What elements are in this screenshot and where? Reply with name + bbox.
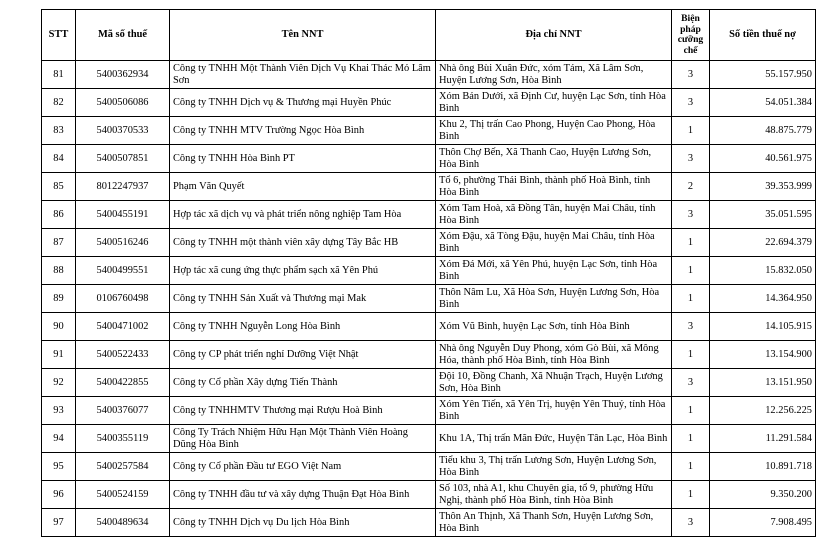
table-row <box>42 285 816 313</box>
table-row <box>42 229 816 257</box>
cell-stt: 93 <box>42 397 76 425</box>
cell-stt: 81 <box>42 61 76 89</box>
cell-name: Phạm Văn Quyết <box>170 173 436 201</box>
cell-tax-code: 8012247937 <box>76 173 170 201</box>
cell-measure: 1 <box>672 117 710 145</box>
cell-name: Công ty TNHH Dịch vụ & Thương mại Huyền Phúc <box>170 89 436 117</box>
tax-debt-table <box>41 9 816 537</box>
cell-amount: 22.694.379 <box>710 229 816 257</box>
cell-measure: 3 <box>672 313 710 341</box>
cell-stt: 97 <box>42 509 76 537</box>
cell-name: Công ty Cổ phần Đầu tư EGO Việt Nam <box>170 453 436 481</box>
cell-stt: 87 <box>42 229 76 257</box>
cell-amount: 9.350.200 <box>710 481 816 509</box>
cell-tax-code: 5400370533 <box>76 117 170 145</box>
cell-amount: 15.832.050 <box>710 257 816 285</box>
table-row <box>42 173 816 201</box>
cell-tax-code: 5400499551 <box>76 257 170 285</box>
cell-stt: 89 <box>42 285 76 313</box>
cell-name: Công ty Cổ phần Xây dựng Tiến Thành <box>170 369 436 397</box>
table-row <box>42 341 816 369</box>
cell-stt: 83 <box>42 117 76 145</box>
cell-stt: 86 <box>42 201 76 229</box>
cell-address: Xóm Tam Hoà, xã Đồng Tân, huyện Mai Châu, tỉnh Hòa Bình <box>436 201 672 229</box>
cell-stt: 82 <box>42 89 76 117</box>
cell-measure: 2 <box>672 173 710 201</box>
table-body <box>42 61 816 537</box>
cell-stt: 94 <box>42 425 76 453</box>
cell-measure: 3 <box>672 61 710 89</box>
cell-measure: 1 <box>672 285 710 313</box>
cell-address: Thôn An Thịnh, Xã Thanh Sơn, Huyện Lương Sơn, Hòa Bình <box>436 509 672 537</box>
table-row <box>42 61 816 89</box>
cell-measure: 1 <box>672 481 710 509</box>
cell-amount: 40.561.975 <box>710 145 816 173</box>
cell-tax-code: 5400506086 <box>76 89 170 117</box>
header-measure: Biện pháp cưỡng chế <box>672 10 710 61</box>
cell-tax-code: 5400471002 <box>76 313 170 341</box>
header-tax-code: Mã số thuế <box>76 10 170 61</box>
cell-stt: 91 <box>42 341 76 369</box>
cell-name: Công Ty Trách Nhiệm Hữu Hạn Một Thành Viên Hoàng Dũng Hòa Bình <box>170 425 436 453</box>
cell-amount: 54.051.384 <box>710 89 816 117</box>
cell-address: Đội 10, Đồng Chanh, Xã Nhuận Trạch, Huyện Lương Sơn, Hòa Bình <box>436 369 672 397</box>
cell-amount: 13.151.950 <box>710 369 816 397</box>
cell-name: Công ty TNHH Sản Xuất và Thương mại Mak <box>170 285 436 313</box>
cell-name: Công ty TNHH đầu tư và xây dựng Thuận Đạt Hòa Bình <box>170 481 436 509</box>
cell-address: Thôn Chợ Bến, Xã Thanh Cao, Huyện Lương Sơn, Hòa Bình <box>436 145 672 173</box>
cell-tax-code: 5400507851 <box>76 145 170 173</box>
cell-address: Xóm Đá Mới, xã Yên Phú, huyện Lạc Sơn, tỉnh Hòa Bình <box>436 257 672 285</box>
cell-name: Công ty TNHH Dịch vụ Du lịch Hòa Bình <box>170 509 436 537</box>
cell-amount: 7.908.495 <box>710 509 816 537</box>
cell-address: Xóm Bản Dưới, xã Định Cư, huyện Lạc Sơn, tỉnh Hòa Bình <box>436 89 672 117</box>
table-row <box>42 257 816 285</box>
table-row <box>42 369 816 397</box>
cell-name: Công ty TNHHMTV Thương mại Rượu Hoà Bình <box>170 397 436 425</box>
table-row <box>42 201 816 229</box>
cell-address: Tổ 6, phường Thái Bình, thành phố Hoà Bình, tỉnh Hòa Bình <box>436 173 672 201</box>
cell-address: Thôn Nâm Lu, Xã Hòa Sơn, Huyện Lương Sơn, Hòa Bình <box>436 285 672 313</box>
cell-address: Số 103, nhà A1, khu Chuyên gia, tổ 9, phường Hữu Nghị, thành phố Hòa Bình, tỉnh Hòa Bình <box>436 481 672 509</box>
cell-address: Xóm Đậu, xã Tòng Đậu, huyện Mai Châu, tỉnh Hòa Bình <box>436 229 672 257</box>
cell-measure: 1 <box>672 397 710 425</box>
table-row <box>42 145 816 173</box>
table-header <box>42 10 816 61</box>
cell-measure: 1 <box>672 341 710 369</box>
table-row <box>42 397 816 425</box>
table-row <box>42 509 816 537</box>
cell-amount: 14.364.950 <box>710 285 816 313</box>
table-row <box>42 425 816 453</box>
cell-name: Công ty CP phát triển nghỉ Dưỡng Việt Nhật <box>170 341 436 369</box>
cell-stt: 96 <box>42 481 76 509</box>
table-row <box>42 117 816 145</box>
cell-tax-code: 5400376077 <box>76 397 170 425</box>
cell-amount: 48.875.779 <box>710 117 816 145</box>
cell-amount: 12.256.225 <box>710 397 816 425</box>
header-row <box>42 10 816 61</box>
cell-name: Hợp tác xã cung ứng thực phẩm sạch xã Yên Phú <box>170 257 436 285</box>
cell-measure: 1 <box>672 425 710 453</box>
cell-stt: 84 <box>42 145 76 173</box>
cell-name: Công ty TNHH MTV Trường Ngọc Hòa Bình <box>170 117 436 145</box>
header-amount: Số tiền thuế nợ <box>710 10 816 61</box>
table-row <box>42 89 816 117</box>
cell-stt: 95 <box>42 453 76 481</box>
cell-address: Xóm Yên Tiến, xã Yên Trị, huyện Yên Thuỷ, tỉnh Hòa Bình <box>436 397 672 425</box>
cell-stt: 85 <box>42 173 76 201</box>
cell-measure: 1 <box>672 257 710 285</box>
cell-amount: 35.051.595 <box>710 201 816 229</box>
cell-measure: 3 <box>672 201 710 229</box>
cell-stt: 92 <box>42 369 76 397</box>
cell-address: Nhà ông Bùi Xuân Đức, xóm Tám, Xã Lâm Sơn, Huyện Lương Sơn, Hòa Bình <box>436 61 672 89</box>
cell-amount: 55.157.950 <box>710 61 816 89</box>
cell-tax-code: 5400257584 <box>76 453 170 481</box>
cell-name: Công ty TNHH Hòa Bình PT <box>170 145 436 173</box>
cell-address: Khu 1A, Thị trấn Mãn Đức, Huyện Tân Lạc, Hòa Bình <box>436 425 672 453</box>
table-row <box>42 481 816 509</box>
cell-address: Khu 2, Thị trấn Cao Phong, Huyện Cao Phong, Hòa Bình <box>436 117 672 145</box>
cell-tax-code: 5400489634 <box>76 509 170 537</box>
header-stt: STT <box>42 10 76 61</box>
cell-amount: 11.291.584 <box>710 425 816 453</box>
cell-measure: 3 <box>672 369 710 397</box>
cell-name: Công ty TNHH Một Thành Viên Dịch Vụ Khai Thác Mỏ Lâm Sơn <box>170 61 436 89</box>
cell-name: Công ty TNHH Nguyễn Long Hòa Bình <box>170 313 436 341</box>
cell-tax-code: 5400422855 <box>76 369 170 397</box>
cell-tax-code: 5400516246 <box>76 229 170 257</box>
cell-measure: 3 <box>672 509 710 537</box>
cell-tax-code: 5400355119 <box>76 425 170 453</box>
cell-amount: 39.353.999 <box>710 173 816 201</box>
cell-name: Công ty TNHH một thành viên xây dựng Tây Bắc HB <box>170 229 436 257</box>
header-name: Tên NNT <box>170 10 436 61</box>
cell-measure: 1 <box>672 453 710 481</box>
header-address: Địa chỉ NNT <box>436 10 672 61</box>
cell-name: Hợp tác xã dịch vụ và phát triển nông nghiệp Tam Hòa <box>170 201 436 229</box>
cell-tax-code: 5400524159 <box>76 481 170 509</box>
cell-amount: 10.891.718 <box>710 453 816 481</box>
cell-tax-code: 5400362934 <box>76 61 170 89</box>
cell-address: Xóm Vũ Bình, huyện Lạc Sơn, tỉnh Hòa Bình <box>436 313 672 341</box>
table-row <box>42 453 816 481</box>
cell-amount: 13.154.900 <box>710 341 816 369</box>
cell-address: Nhà ông Nguyễn Duy Phong, xóm Gò Bùi, xã Mông Hóa, thành phố Hòa Bình, tỉnh Hòa Bình <box>436 341 672 369</box>
cell-tax-code: 0106760498 <box>76 285 170 313</box>
cell-address: Tiểu khu 3, Thị trấn Lương Sơn, Huyện Lương Sơn, Hòa Bình <box>436 453 672 481</box>
cell-tax-code: 5400522433 <box>76 341 170 369</box>
cell-stt: 88 <box>42 257 76 285</box>
table-row <box>42 313 816 341</box>
cell-measure: 3 <box>672 145 710 173</box>
cell-stt: 90 <box>42 313 76 341</box>
cell-measure: 1 <box>672 229 710 257</box>
cell-measure: 3 <box>672 89 710 117</box>
cell-tax-code: 5400455191 <box>76 201 170 229</box>
cell-amount: 14.105.915 <box>710 313 816 341</box>
